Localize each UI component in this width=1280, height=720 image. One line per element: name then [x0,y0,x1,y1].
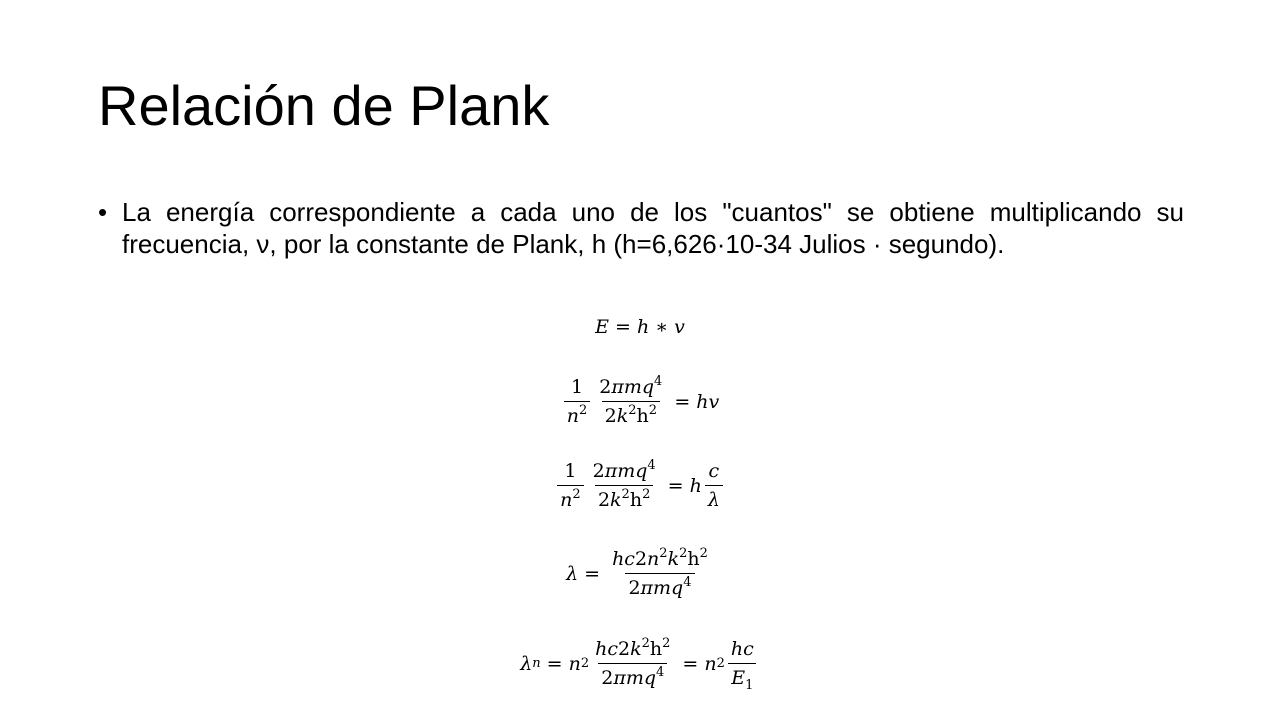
slide-title: Relación de Plank [98,74,550,137]
equation-wavelength-form: $\frac{1}{n^2}$ $\frac{2\pi mq^4}{2k^2h^2}$ = h $\frac{c}{\lambda}$ [0,460,1280,511]
equation-energy: E = h ∗ v [595,316,685,338]
fraction: $\frac{hc}{E_1}$ [728,638,757,689]
bullet-text: La energía correspondiente a cada uno de los "cuantos" se obtiene multiplicando su frecuencia, ν, por la constante de Plank, h (h=6,626·10-34 Julios · segundo). [122,197,1184,259]
equation-frequency: $\frac{1}{n^2}$ $\frac{2\pi mq^4}{2k^2h^2}$ = hv [0,376,1280,427]
fraction: $\frac{1}{n^2}$ [564,376,591,427]
fraction: $\frac{1}{n^2}$ [557,460,584,511]
fraction: $\frac{hc2n^2k^2h^2}{2\pi mq^4}$ [612,546,708,599]
fraction: $\frac{hc2k^2h^2}{2\pi mq^4}$ [595,636,671,689]
fraction: $\frac{2\pi mq^4}{2k^2h^2}$ [599,374,663,427]
equation-lambda: λ = $\frac{hc2n^2k^2h^2}{2\pi mq^4}$ [0,548,1280,599]
bullet-item [98,196,1184,260]
equation-lambda-n: λ n = n 2 $\frac{hc2k^2h^2}{2\pi mq^4}$ = n 2 $\frac{hc}{E_1}$ [0,638,1280,689]
fraction: $\frac{c}{\lambda}$ [705,460,723,511]
bullet-marker: • [98,197,108,227]
fraction: $\frac{2\pi mq^4}{2k^2h^2}$ [592,458,656,511]
